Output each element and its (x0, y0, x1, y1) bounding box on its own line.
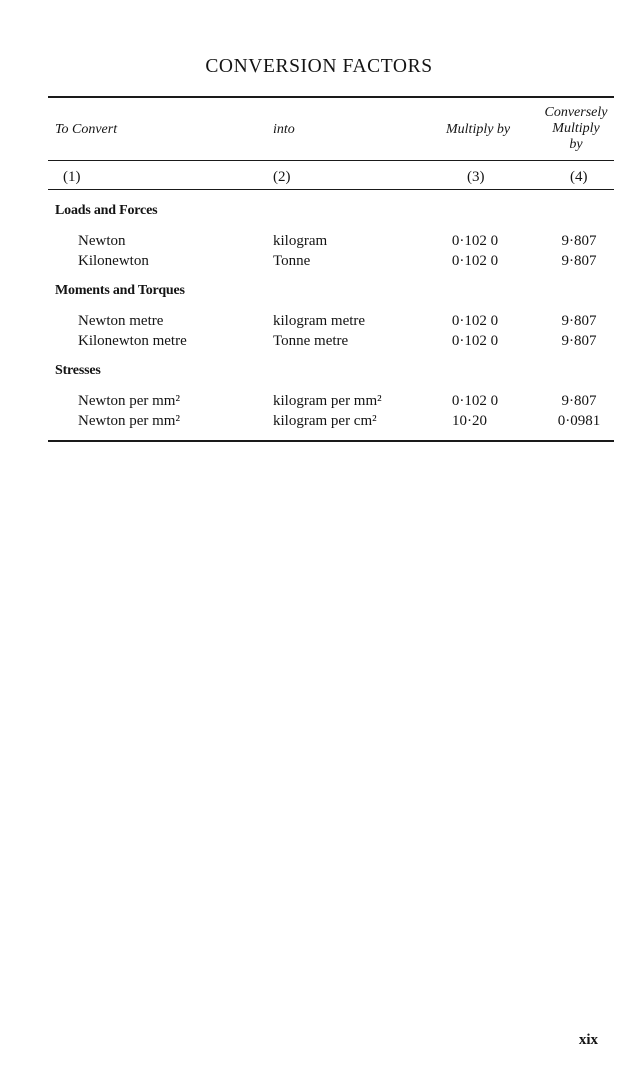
table-top-rule (48, 96, 614, 98)
header-conversely-line3: by (569, 137, 583, 152)
section-heading-stresses: Stresses (55, 363, 101, 378)
table-row-multiply: 0·102 0 (451, 253, 499, 269)
table-row-into: Tonne metre (273, 333, 349, 349)
table-row-from: Kilonewton (78, 253, 149, 269)
table-row-multiply: 10·20 (452, 413, 487, 429)
column-number-1: (1) (63, 169, 81, 185)
column-number-4: (4) (570, 169, 588, 185)
table-row-multiply: 0·102 0 (451, 393, 499, 409)
column-number-3: (3) (467, 169, 485, 185)
table-row-into: kilogram per mm² (273, 393, 382, 409)
table-row-from: Newton per mm² (78, 413, 180, 429)
header-conversely-line1: Conversely (544, 105, 608, 120)
table-row-multiply: 0·102 0 (451, 313, 499, 329)
table-row-conversely: 9·807 (561, 333, 597, 349)
table-row-from: Newton per mm² (78, 393, 180, 409)
page-title: CONVERSION FACTORS (205, 56, 433, 77)
header-conversely-line2: Multiply (552, 121, 600, 136)
section-heading-moments: Moments and Torques (55, 283, 185, 298)
table-row-multiply: 0·102 0 (451, 233, 499, 249)
table-row-into: kilogram (273, 233, 328, 249)
table-bottom-rule (48, 440, 614, 442)
table-row-conversely: 9·807 (561, 313, 597, 329)
table-row-from: Newton metre (78, 313, 164, 329)
column-number-rule (48, 189, 614, 190)
table-row-into: kilogram per cm² (273, 413, 377, 429)
header-to-convert: To Convert (55, 122, 118, 137)
table-row-into: kilogram metre (273, 313, 366, 329)
table-row-into: Tonne (273, 253, 311, 269)
table-row-multiply: 0·102 0 (451, 333, 499, 349)
section-heading-loads: Loads and Forces (55, 203, 158, 218)
page-number: xix (578, 1032, 598, 1048)
header-into: into (273, 122, 295, 137)
table-row-from: Newton (78, 233, 126, 249)
table-row-from: Kilonewton metre (78, 333, 187, 349)
table-row-conversely: 9·807 (561, 233, 597, 249)
table-row-conversely: 9·807 (561, 253, 597, 269)
column-number-2: (2) (273, 169, 291, 185)
table-row-conversely: 9·807 (561, 393, 597, 409)
header-rule (48, 160, 614, 161)
table-row-conversely: 0·0981 (557, 413, 601, 429)
header-multiply-by: Multiply by (446, 122, 511, 137)
